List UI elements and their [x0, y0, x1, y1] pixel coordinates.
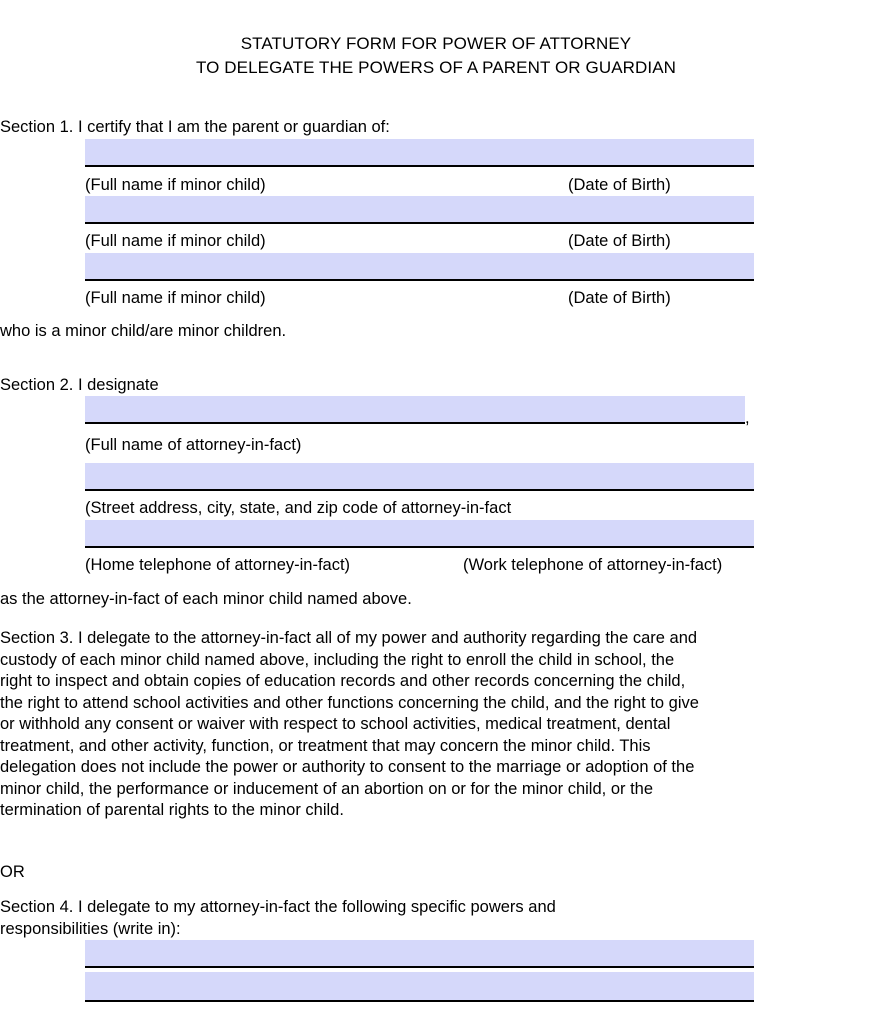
- title-line-1: STATUTORY FORM FOR POWER OF ATTORNEY: [240, 34, 632, 53]
- section2-closing: as the attorney-in-fact of each minor child named above.: [0, 590, 412, 608]
- work-phone-caption: (Work telephone of attorney-in-fact): [463, 556, 723, 574]
- section3-paragraph: Section 3. I delegate to the attorney-in-fact all of my power and authority regarding the care and custody of each minor child named above, including the right to enroll the child in school, the right to inspect and obtain copies of education records and other records concerning the child, the right to attend school activities and other functions concerning the child, and the right to give or withhold any consent or waiver with respect to school activities, medical treatment, dental treatment, and other activity, function, or treatment that may concern the minor child. This delegation does not include the power or authority to consent to the marriage or adoption of the minor child, the performance or inducement of an abortion on or for the minor child, or the termination of parental rights to the minor child.: [0, 629, 699, 819]
- page-title: [0, 32, 872, 80]
- attorney-name-caption: (Full name of attorney-in-fact): [85, 436, 302, 454]
- section4-paragraph: Section 4. I delegate to my attorney-in-fact the following specific powers and responsibilities (write in):: [0, 898, 556, 938]
- child-2-name-caption: (Full name if minor child): [85, 232, 266, 250]
- child-2-name-field[interactable]: [85, 196, 754, 224]
- child-1-name-field[interactable]: [85, 139, 754, 167]
- child-2-dob-caption: (Date of Birth): [568, 232, 671, 250]
- attorney-phone-field[interactable]: [85, 520, 754, 548]
- section4-write-in-line-1[interactable]: [85, 940, 754, 968]
- attorney-name-trailing-comma: ,: [745, 409, 750, 427]
- section1-closing: who is a minor child/are minor children.: [0, 322, 287, 340]
- attorney-name-field[interactable]: [85, 396, 745, 424]
- section4-write-in-line-2[interactable]: [85, 972, 754, 1002]
- child-3-dob-caption: (Date of Birth): [568, 289, 671, 307]
- child-1-dob-caption: (Date of Birth): [568, 176, 671, 194]
- or-divider-label: OR: [0, 863, 25, 881]
- child-1-name-caption: (Full name if minor child): [85, 176, 266, 194]
- section2-heading: Section 2. I designate: [0, 376, 159, 394]
- section1-heading: Section 1. I certify that I am the parent or guardian of:: [0, 118, 390, 136]
- child-3-name-caption: (Full name if minor child): [85, 289, 266, 307]
- title-line-2: TO DELEGATE THE POWERS OF A PARENT OR GUARDIAN: [195, 58, 677, 77]
- attorney-address-field[interactable]: [85, 463, 754, 491]
- home-phone-caption: (Home telephone of attorney-in-fact): [85, 556, 351, 574]
- child-3-name-field[interactable]: [85, 253, 754, 281]
- attorney-address-caption: (Street address, city, state, and zip code of attorney-in-fact: [85, 499, 512, 517]
